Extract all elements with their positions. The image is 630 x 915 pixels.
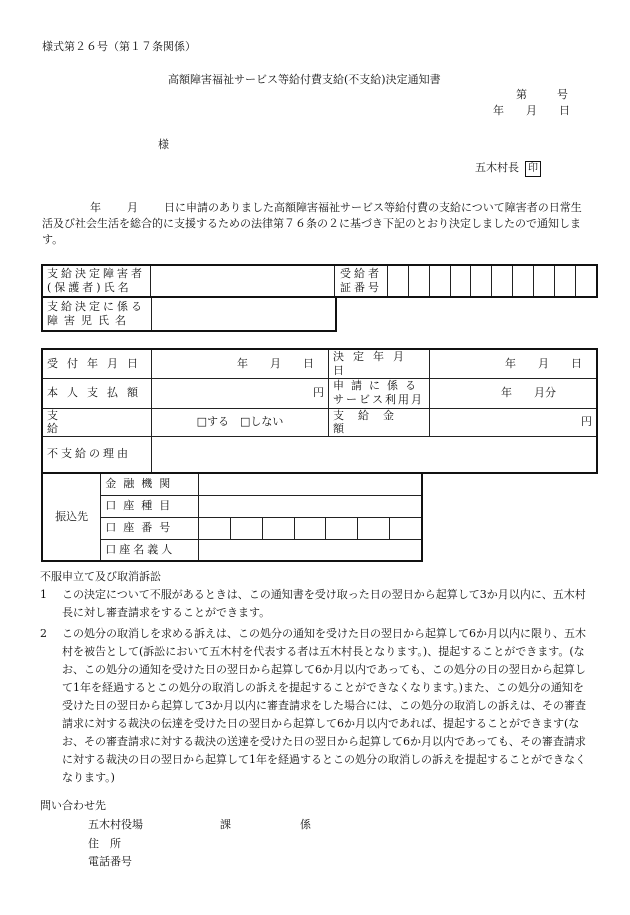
decision-table bbox=[41, 348, 598, 474]
issuer: 五木村長 印 bbox=[475, 159, 541, 177]
non-payment-reason-field[interactable] bbox=[152, 437, 598, 473]
seal-mark: 印 bbox=[525, 161, 541, 177]
form-number: 様式第２６号（第１７条関係） bbox=[42, 40, 196, 53]
recipient-number-digit[interactable] bbox=[450, 265, 471, 297]
intro-paragraph: 年 月 日に申請のありました高額障害福祉サービス等給付費の支給について障害者の日常生活及び社会生活を総合的に支援するための法律第７６条の２に基づき下記のとおり決定しましたので通知します。 bbox=[42, 201, 582, 246]
decision-date-field[interactable]: 年 月 日 bbox=[430, 349, 598, 378]
appeal-heading: 不服申立て及び取消訴訟 bbox=[40, 570, 161, 583]
contact-heading: 問い合わせ先 bbox=[40, 799, 106, 812]
applied-month-field[interactable]: 年 月分 bbox=[430, 378, 598, 408]
recipient-number-digit[interactable] bbox=[492, 265, 513, 297]
contact-address-label: 住 所 bbox=[88, 837, 121, 850]
account-number-digit[interactable] bbox=[294, 517, 326, 539]
child-name-field[interactable] bbox=[152, 297, 337, 331]
issue-date: 年 月 日 bbox=[493, 104, 570, 117]
document-number: 第 号 bbox=[516, 88, 568, 101]
account-number-digit[interactable] bbox=[198, 517, 230, 539]
recipient-number-digit[interactable] bbox=[576, 265, 597, 297]
recipient-number-digit[interactable] bbox=[534, 265, 555, 297]
child-name-label: 支給決定に係る 障害児氏名 bbox=[42, 297, 152, 331]
child-table bbox=[41, 296, 337, 332]
received-date-field[interactable]: 年 月 日 bbox=[152, 349, 329, 378]
contact-phone-label: 電話番号 bbox=[88, 855, 132, 868]
account-holder-field[interactable] bbox=[198, 539, 422, 561]
recipient-number-digit[interactable] bbox=[513, 265, 534, 297]
institution-label: 金融機関 bbox=[101, 473, 199, 495]
account-number-digit[interactable] bbox=[230, 517, 262, 539]
account-number-label: 口座番号 bbox=[101, 517, 199, 539]
recipient-number-digit[interactable] bbox=[408, 265, 429, 297]
guardian-name-label: 支給決定障害者 (保護者)氏名 bbox=[42, 265, 151, 297]
guardian-name-field[interactable] bbox=[151, 265, 335, 297]
contact-section: 課 bbox=[220, 818, 231, 831]
bank-table bbox=[41, 472, 423, 562]
applied-month-label: 申請に係る サービス利用月 bbox=[329, 378, 430, 408]
received-date-label: 受付年月日 bbox=[42, 349, 152, 378]
recipient-number-label: 受給者 証番号 bbox=[335, 265, 388, 297]
payment-options[interactable]: □する □しない bbox=[152, 408, 329, 437]
amount-field[interactable]: 円 bbox=[430, 408, 598, 437]
account-number-digit[interactable] bbox=[262, 517, 294, 539]
contact-office: 五木村役場 bbox=[88, 818, 143, 831]
account-holder-label: 口座名義人 bbox=[101, 539, 199, 561]
recipient-table bbox=[41, 264, 598, 298]
self-pay-field[interactable]: 円 bbox=[152, 378, 329, 408]
account-type-field[interactable] bbox=[198, 495, 422, 517]
account-number-digit[interactable] bbox=[326, 517, 358, 539]
appeal-item-2: 2 この処分の取消しを求める訴えは、この処分の通知を受けた日の翌日から起算して6か月以内に限り、五木村を被告として(訴訟において五木村を代表する者は五木村長となります。)、提起することができます。(なお、この処分の通知を受けた日の翌日から起算して6か月以内であっても、この処分の日の翌日から起算して1年を経過するとこの処分の取消しの訴えを提起することができなくなります。)また、この処分の通知を受けた日の翌日から起算して3か月以内に審査請求をした場合には、この処分の取消しの訴えは、その審査請求に対する裁決の伝達を受けた日の翌日から起算して6か月以内であれば、提起することができます(なお、その審査請求に対する裁決の送達を受けた日の翌日から起算して6か月以内であっても、その審査請求に対する裁決の日の翌日から起算して1年を経過するとこの処分の取消しの訴えを提起することができなくなります。) bbox=[40, 627, 586, 784]
appeal-item-1: 1 この決定について不服があるときは、この通知書を受け取った日の翌日から起算して3か月以内に、五木村長に対し審査請求をすることができます。 bbox=[40, 588, 586, 619]
non-payment-reason-label: 不支給の理由 bbox=[42, 437, 152, 473]
decision-date-label: 決定年月日 bbox=[329, 349, 430, 378]
payment-label: 支給 bbox=[42, 408, 152, 437]
recipient-number-digit[interactable] bbox=[387, 265, 408, 297]
institution-field[interactable] bbox=[198, 473, 422, 495]
recipient-number-digit[interactable] bbox=[429, 265, 450, 297]
recipient-number-digit[interactable] bbox=[555, 265, 576, 297]
account-type-label: 口座種目 bbox=[101, 495, 199, 517]
contact-staff: 係 bbox=[300, 818, 311, 831]
amount-label: 支給金額 bbox=[329, 408, 430, 437]
addressee: 様 bbox=[158, 138, 169, 151]
self-pay-label: 本人支払額 bbox=[42, 378, 152, 408]
document-title: 高額障害福祉サービス等給付費支給(不支給)決定通知書 bbox=[168, 73, 441, 86]
bank-group-label: 振込先 bbox=[42, 473, 101, 561]
recipient-number-digit[interactable] bbox=[471, 265, 492, 297]
account-number-digit[interactable] bbox=[358, 517, 390, 539]
account-number-digit[interactable] bbox=[390, 517, 422, 539]
